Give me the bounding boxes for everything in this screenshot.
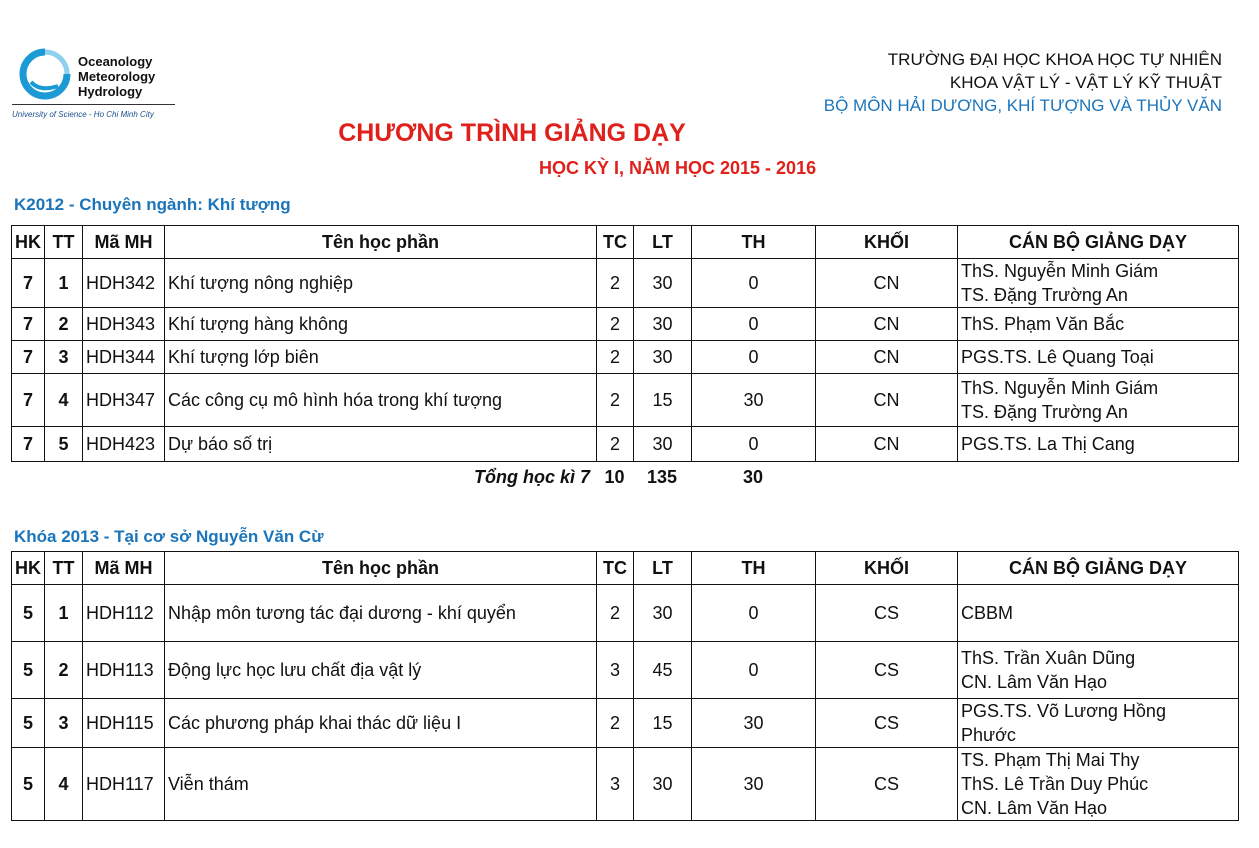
cell-lt: 45 <box>634 642 692 699</box>
lecturer-name: TS. Đặng Trường An <box>961 285 1128 305</box>
table-row <box>12 699 1239 748</box>
cell-hk: 7 <box>12 259 45 308</box>
cell-khoi: CN <box>816 427 958 462</box>
header-hk: HK <box>12 226 45 259</box>
cell-name: Khí tượng hàng không <box>165 308 597 341</box>
cell-lt: 15 <box>634 699 692 748</box>
header-lt: LT <box>634 552 692 585</box>
lecturer-name: ThS. Lê Trần Duy Phúc <box>961 774 1149 794</box>
cell-th: 30 <box>692 748 816 821</box>
cell-tc: 3 <box>597 748 634 821</box>
lecturer-name: PGS.TS. Võ Lương Hồng <box>961 701 1166 721</box>
cell-tt: 3 <box>45 699 83 748</box>
header-tt: TT <box>45 552 83 585</box>
cell-hk: 5 <box>12 699 45 748</box>
cell-tt: 5 <box>45 427 83 462</box>
cell-th: 0 <box>692 341 816 374</box>
cell-tt: 1 <box>45 259 83 308</box>
cell-tt: 2 <box>45 642 83 699</box>
cell-name: Động lực học lưu chất địa vật lý <box>165 642 597 699</box>
cell-khoi: CN <box>816 308 958 341</box>
cell-lt: 30 <box>634 585 692 642</box>
cell-lt: 30 <box>634 259 692 308</box>
lecturer-name: Phước <box>961 725 1016 745</box>
logo-line-2: Meteorology <box>78 69 156 84</box>
table-row <box>12 642 1239 699</box>
cell-hk: 5 <box>12 642 45 699</box>
cell-th: 30 <box>692 699 816 748</box>
logo-caption: University of Science - Ho Chi Minh City <box>12 110 154 119</box>
cell-lt: 30 <box>634 341 692 374</box>
logo-ring-icon <box>18 48 72 100</box>
institution-line-2: KHOA VẬT LÝ - VẬT LÝ KỸ THUẬT <box>949 73 1222 92</box>
cell-name: Các phương pháp khai thác dữ liệu I <box>165 699 597 748</box>
cell-th: 30 <box>692 374 816 427</box>
total-label: Tổng học kì 7 <box>473 467 590 487</box>
cell-lt: 30 <box>634 748 692 821</box>
header-khoi: KHỐI <box>816 226 958 259</box>
lecturer-name: PGS.TS. La Thị Cang <box>961 434 1135 454</box>
logo-line-3: Hydrology <box>78 84 143 99</box>
cell-tt: 3 <box>45 341 83 374</box>
cell-hk: 7 <box>12 341 45 374</box>
cell-tc: 2 <box>597 259 634 308</box>
cell-hk: 5 <box>12 748 45 821</box>
header-th: TH <box>692 552 816 585</box>
cell-tt: 4 <box>45 748 83 821</box>
header-tt: TT <box>45 226 83 259</box>
cell-lecturer <box>958 308 1239 341</box>
lecturer-name: ThS. Nguyễn Minh Giám <box>961 378 1159 398</box>
cell-name: Nhập môn tương tác đại dương - khí quyển <box>165 585 597 642</box>
cell-tc: 2 <box>597 341 634 374</box>
lecturer-name: CN. Lâm Văn Hạo <box>961 798 1108 818</box>
cell-lt: 30 <box>634 427 692 462</box>
cell-hk: 7 <box>12 308 45 341</box>
lecturer-name: ThS. Nguyễn Minh Giám <box>961 261 1159 281</box>
institution-line-1: TRƯỜNG ĐẠI HỌC KHOA HỌC TỰ NHIÊN <box>887 50 1222 69</box>
table-row <box>12 374 1239 427</box>
cell-lecturer <box>958 642 1239 699</box>
cell-lecturer <box>958 748 1239 821</box>
header-name: Tên học phần <box>165 226 597 259</box>
cell-name: Viễn thám <box>165 748 597 821</box>
cell-lecturer <box>958 427 1239 462</box>
header-lecturer: CÁN BỘ GIẢNG DẠY <box>958 552 1239 585</box>
cell-tt: 1 <box>45 585 83 642</box>
cell-hk: 5 <box>12 585 45 642</box>
table-row <box>12 585 1239 642</box>
cell-tc: 2 <box>597 374 634 427</box>
lecturer-name: ThS. Trần Xuân Dũng <box>961 648 1136 668</box>
logo-text <box>78 54 155 99</box>
cell-name: Khí tượng lớp biên <box>165 341 597 374</box>
header-tc: TC <box>597 226 634 259</box>
total-th: 30 <box>742 467 764 487</box>
cell-code: HDH112 <box>83 585 165 642</box>
total-lt: 135 <box>646 467 678 487</box>
lecturer-name: TS. Đặng Trường An <box>961 402 1128 422</box>
header-lecturer: CÁN BỘ GIẢNG DẠY <box>958 226 1239 259</box>
header-code: Mã MH <box>83 226 165 259</box>
cell-name: Dự báo số trị <box>165 427 597 462</box>
cell-code: HDH342 <box>83 259 165 308</box>
logo <box>12 44 187 124</box>
cell-khoi: CN <box>816 259 958 308</box>
table-row <box>12 427 1239 462</box>
cell-name: Khí tượng nông nghiệp <box>165 259 597 308</box>
header-khoi: KHỐI <box>816 552 958 585</box>
header-th: TH <box>692 226 816 259</box>
header-tc: TC <box>597 552 634 585</box>
table-row <box>12 308 1239 341</box>
cell-lecturer <box>958 341 1239 374</box>
cell-tc: 3 <box>597 642 634 699</box>
cell-khoi: CS <box>816 748 958 821</box>
section-1-title: K2012 - Chuyên ngành: Khí tượng <box>14 195 291 214</box>
cell-tc: 2 <box>597 699 634 748</box>
lecturer-name: PGS.TS. Lê Quang Toại <box>961 347 1154 367</box>
cell-tt: 4 <box>45 374 83 427</box>
cell-lecturer <box>958 699 1239 748</box>
lecturer-name: ThS. Phạm Văn Bắc <box>961 314 1125 334</box>
cell-tc: 2 <box>597 585 634 642</box>
lecturer-name: TS. Phạm Thị Mai Thy <box>961 750 1140 770</box>
institution-line-3: BỘ MÔN HẢI DƯƠNG, KHÍ TƯỢNG VÀ THỦY VĂN <box>823 96 1222 115</box>
cell-lecturer <box>958 259 1239 308</box>
page-subtitle: HỌC KỲ I, NĂM HỌC 2015 - 2016 <box>539 158 817 178</box>
cell-khoi: CN <box>816 374 958 427</box>
cell-tc: 2 <box>597 427 634 462</box>
table-row <box>12 341 1239 374</box>
cell-name: Các công cụ mô hình hóa trong khí tượng <box>165 374 597 427</box>
cell-tc: 2 <box>597 308 634 341</box>
cell-th: 0 <box>692 642 816 699</box>
cell-lecturer <box>958 585 1239 642</box>
page-title: CHƯƠNG TRÌNH GIẢNG DẠY <box>338 119 686 147</box>
cell-code: HDH117 <box>83 748 165 821</box>
cell-th: 0 <box>692 427 816 462</box>
cell-khoi: CS <box>816 585 958 642</box>
cell-khoi: CN <box>816 341 958 374</box>
section-2-title: Khóa 2013 - Tại cơ sở Nguyễn Văn Cừ <box>14 527 324 546</box>
cell-code: HDH113 <box>83 642 165 699</box>
cell-code: HDH343 <box>83 308 165 341</box>
header-code: Mã MH <box>83 552 165 585</box>
cell-th: 0 <box>692 585 816 642</box>
section-2-table <box>11 551 1239 821</box>
section-1-table <box>11 225 1239 462</box>
institution-block <box>824 48 1222 117</box>
logo-divider <box>12 104 175 105</box>
cell-code: HDH423 <box>83 427 165 462</box>
cell-th: 0 <box>692 259 816 308</box>
cell-khoi: CS <box>816 699 958 748</box>
cell-code: HDH115 <box>83 699 165 748</box>
cell-code: HDH347 <box>83 374 165 427</box>
header-lt: LT <box>634 226 692 259</box>
cell-code: HDH344 <box>83 341 165 374</box>
cell-lt: 15 <box>634 374 692 427</box>
header-name: Tên học phần <box>165 552 597 585</box>
cell-tt: 2 <box>45 308 83 341</box>
total-tc: 10 <box>604 467 625 487</box>
cell-lecturer <box>958 374 1239 427</box>
cell-hk: 7 <box>12 374 45 427</box>
table-header-row <box>12 226 1239 259</box>
logo-line-1: Oceanology <box>78 54 153 69</box>
lecturer-name: CN. Lâm Văn Hạo <box>961 672 1108 692</box>
cell-khoi: CS <box>816 642 958 699</box>
table-row <box>12 259 1239 308</box>
lecturer-name: CBBM <box>961 603 1014 623</box>
table-row <box>12 748 1239 821</box>
header-hk: HK <box>12 552 45 585</box>
cell-hk: 7 <box>12 427 45 462</box>
table-header-row <box>12 552 1239 585</box>
cell-th: 0 <box>692 308 816 341</box>
cell-lt: 30 <box>634 308 692 341</box>
